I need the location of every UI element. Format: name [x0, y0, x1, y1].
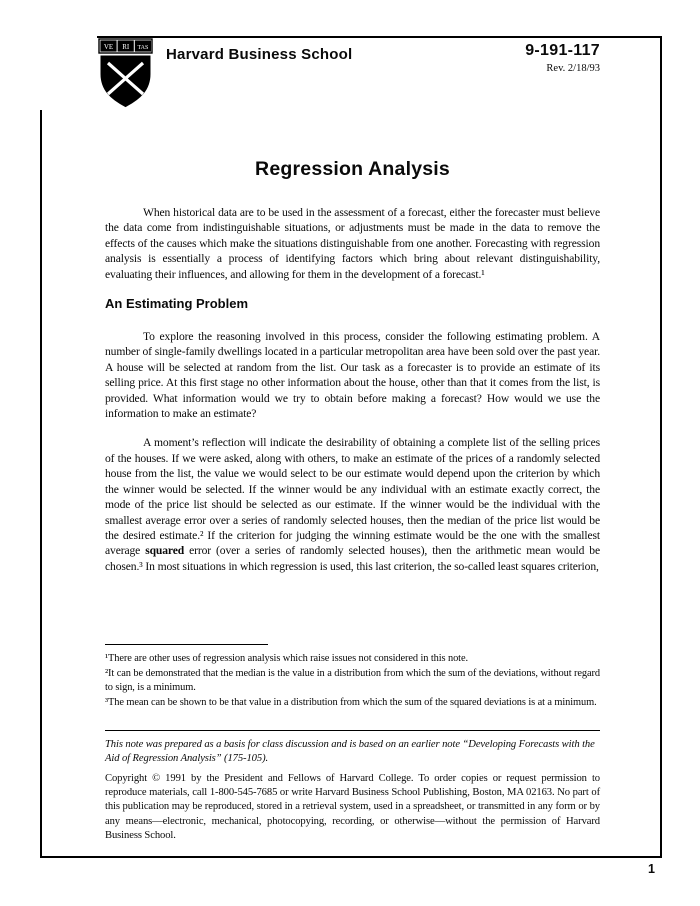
- header-school-name: Harvard Business School: [166, 46, 353, 63]
- page-frame-bottom: [40, 856, 662, 858]
- paragraph-text-pre: A moment’s reflection will indicate the desirability of obtaining a complete list of the selling prices of the houses. If we were asked, along with others, to make an estimate of the prices of a randomly selected house from the list, the value we would select to be our estimate would depend upon the criterion by which the winner would be selected. If the winner would be any individual with an estimate exactly correct, the mode of the price list should be selected as our estimate. If the winner would be the individual with the smallest average error over a series of randomly selected houses, then the median of the price list would be the desired estimate.² If the criterion for judging the winning estimate would be the one with the smallest average: [105, 436, 600, 558]
- preparation-note: This note was prepared as a basis for class discussion and is based on an earlier note “Developing Forecasts with the Aid of Regression Analysis” (175-105).: [105, 739, 595, 764]
- page-frame-right: [660, 36, 662, 858]
- shield-icon: [98, 38, 153, 108]
- page-number: 1: [648, 862, 655, 876]
- copyright-notice: Copyright © 1991 by the President and Fellows of Harvard College. To order copies or request permission to reproduce materials, call 1-800-545-7685 or write Harvard Business School Publishing, Boston, MA 02163. No part of this publication may be reproduced, stored in a retrieval system, used in a spreadsheet, or transmitted in any form or by any means—electronic, mechanical, photocopying, recording, or otherwise—without the permission of Harvard Business School.: [105, 773, 600, 841]
- footnote-1: ¹There are other uses of regression analysis which raise issues not considered in this note.: [105, 653, 468, 664]
- footnote-3: ³The mean can be shown to be that value in a distribution from which the sum of the squared deviations is at a minimum.: [105, 697, 597, 709]
- footnote-2: ²It can be demonstrated that the median is the value in a distribution from which the sum of the deviations, without regard to sign, is a minimum.: [105, 668, 600, 693]
- footnotes-block: [105, 652, 600, 712]
- revision-date: Rev. 2/18/93: [546, 63, 600, 74]
- case-number: 9-191-117: [525, 42, 600, 59]
- hbs-crest-logo: [98, 38, 153, 108]
- estimating-paragraph-1: To explore the reasoning involved in this process, consider the following estimating problem. A number of single-family dwellings located in a particular metropolitan area have been sold over the past year. A house will be selected at random from the list. Our task as a forecaster is to provide an estimate of its selling price. At this first stage no other information about the house, other than that it comes from the list, is provided. What information would we try to obtain before making a forecast? How would we use the information to make an estimate?: [105, 330, 600, 421]
- estimating-paragraph-2: [105, 435, 600, 574]
- header-meta: [420, 42, 600, 74]
- logo-motto-tas: TAS: [137, 45, 149, 51]
- footnote-separator-rule: [105, 644, 268, 645]
- paragraph-text-post: error (over a series of randomly selected houses), then the arithmetic mean would be chosen.³ In most situations in which regression is used, this last criterion, the so-called least squares criterion,: [105, 544, 600, 573]
- page-frame-left: [40, 110, 42, 856]
- main-content: [105, 158, 600, 588]
- logo-motto-ri: RI: [122, 43, 130, 51]
- page-frame-top: [97, 36, 662, 38]
- document-title: Regression Analysis: [255, 158, 450, 180]
- intro-paragraph: When historical data are to be used in the assessment of a forecast, either the forecaster must believe the data come from indistinguishable situations, or adjustments must be made in the data to remove the effects of the causes which make the situations distinguishable from one another. Forecasting with regression analysis is essentially a process of identifying factors which bring about relevant distinguishability, evaluating their influences, and allowing for them in the development of a forecast.¹: [105, 206, 600, 281]
- section-heading-estimating-problem: An Estimating Problem: [105, 296, 249, 312]
- logo-motto-ve: VE: [103, 43, 114, 51]
- paragraph-text-bold: squared: [145, 544, 185, 558]
- note-divider-rule: [105, 730, 600, 731]
